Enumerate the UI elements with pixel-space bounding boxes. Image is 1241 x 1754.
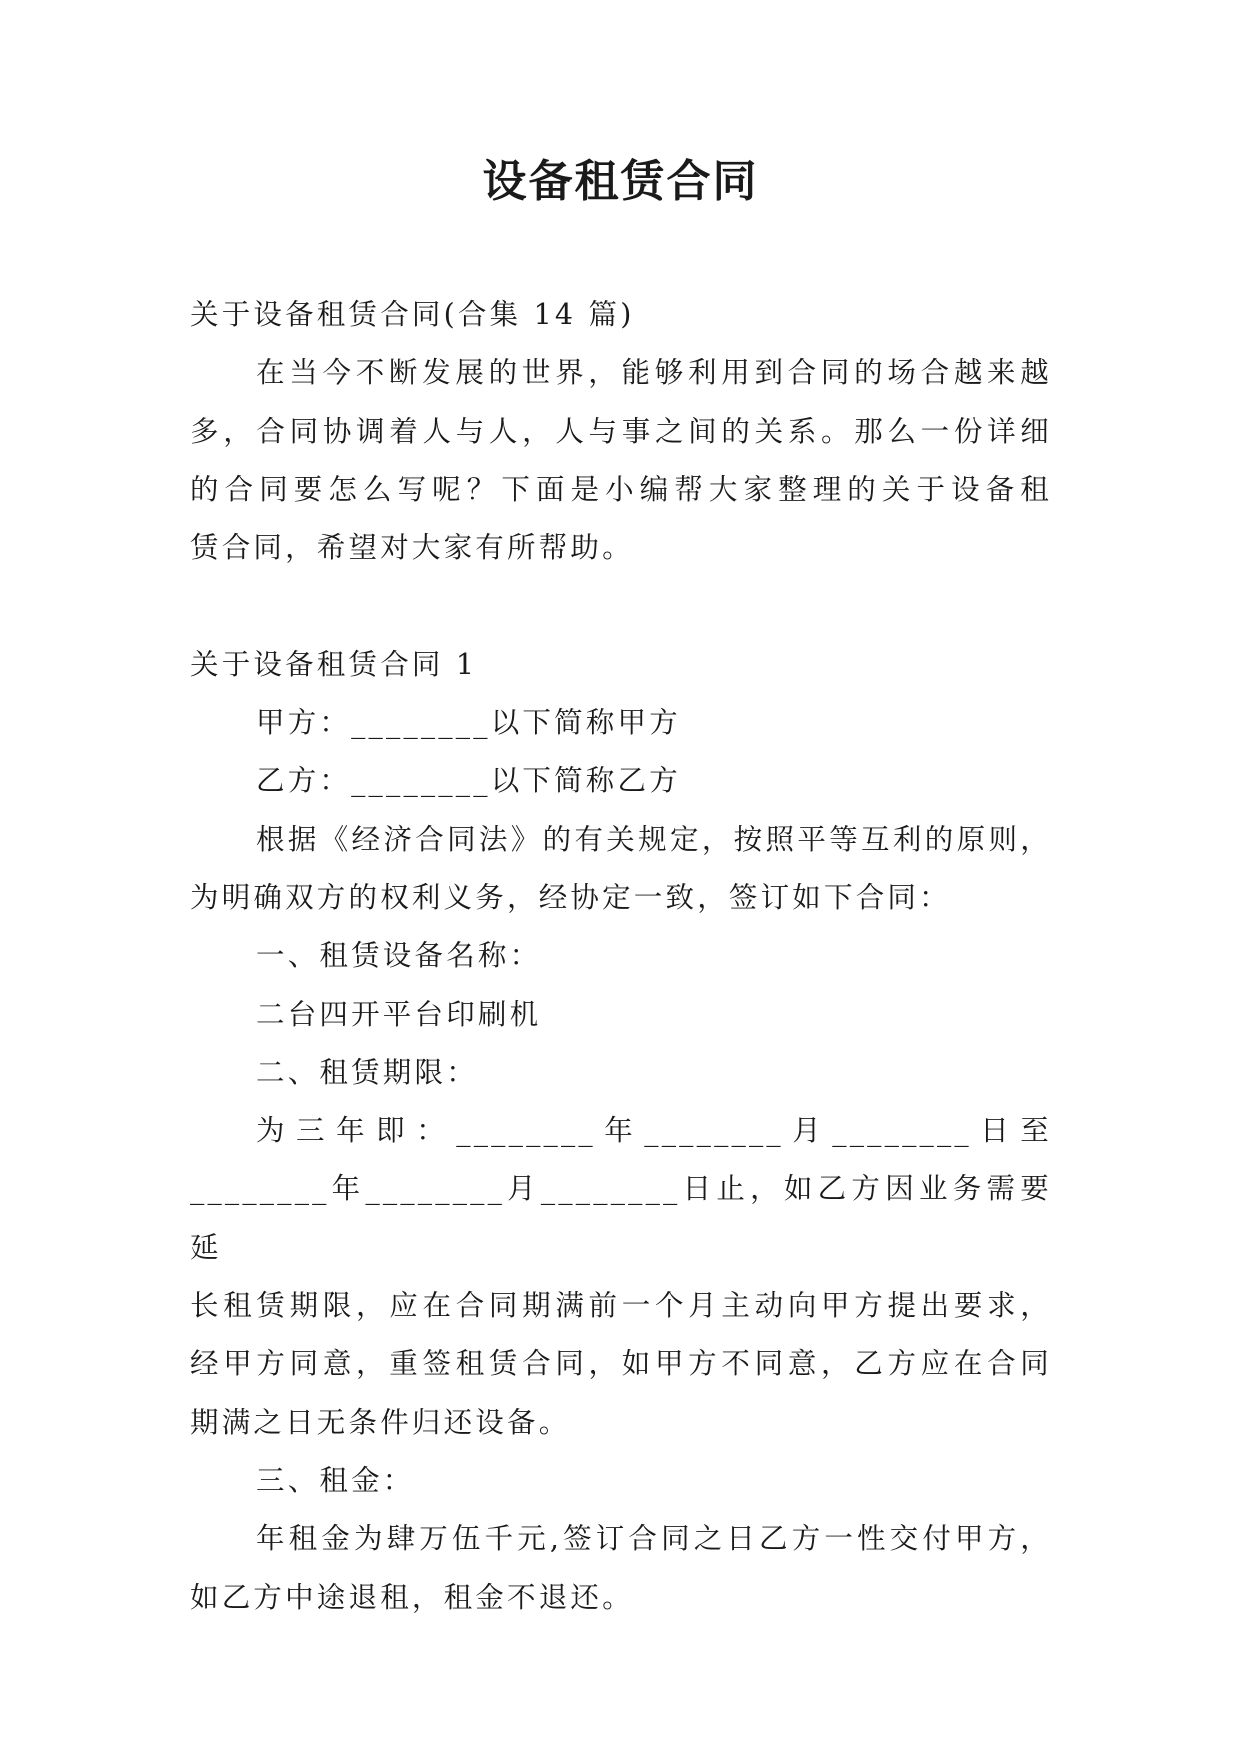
clause-heading: 三、租金： [256, 1463, 415, 1497]
text-line: ________年________月________日止，如乙方因业务需要延 [190, 1172, 1052, 1264]
text-line: 期满之日无条件归还设备。 [190, 1405, 571, 1439]
intro-paragraph [190, 344, 1052, 577]
text-line: 长租赁期限，应在合同期满前一个月主动向甲方提出要求， [190, 1289, 1052, 1323]
lease-term-paragraph [190, 1102, 1052, 1452]
text-line: 多，合同协调着人与人，人与事之间的关系。那么一份详细 [190, 414, 1052, 448]
document-title: 设备租赁合同 [482, 156, 759, 207]
clause-text: 二台四开平台印刷机 [256, 997, 542, 1031]
text-line: 年租金为肆万伍千元,签订合同之日乙方一性交付甲方， [256, 1522, 1052, 1556]
text-line: 的合同要怎么写呢？下面是小编帮大家整理的关于设备租 [190, 472, 1052, 506]
rent-paragraph [190, 1510, 1052, 1627]
intro-heading: 关于设备租赁合同(合集 14 篇) [190, 298, 635, 331]
clause-heading: 一、租赁设备名称： [256, 939, 542, 973]
section-heading: 关于设备租赁合同 1 [190, 647, 478, 681]
text-line: 如乙方中途退租，租金不退还。 [190, 1580, 634, 1614]
text-line: 经甲方同意，重签租赁合同，如甲方不同意，乙方应在合同 [190, 1347, 1052, 1381]
text-line: 根据《经济合同法》的有关规定，按照平等互利的原则， [256, 822, 1052, 856]
party-b-line: 乙方：________以下简称乙方 [256, 764, 681, 798]
text-line: 为三年即：________年________月________日至 [256, 1114, 1052, 1148]
basis-paragraph [190, 811, 1052, 928]
text-line: 在当今不断发展的世界，能够利用到合同的场合越来越 [256, 356, 1052, 390]
text-line: 为明确双方的权利义务，经协定一致，签订如下合同： [190, 880, 951, 914]
clause-heading: 二、租赁期限： [256, 1055, 478, 1089]
document-body [190, 286, 1052, 1627]
text-line: 赁合同，希望对大家有所帮助。 [190, 531, 634, 565]
paragraph-gap [190, 577, 1052, 635]
party-a-line: 甲方：________以下简称甲方 [256, 706, 681, 740]
